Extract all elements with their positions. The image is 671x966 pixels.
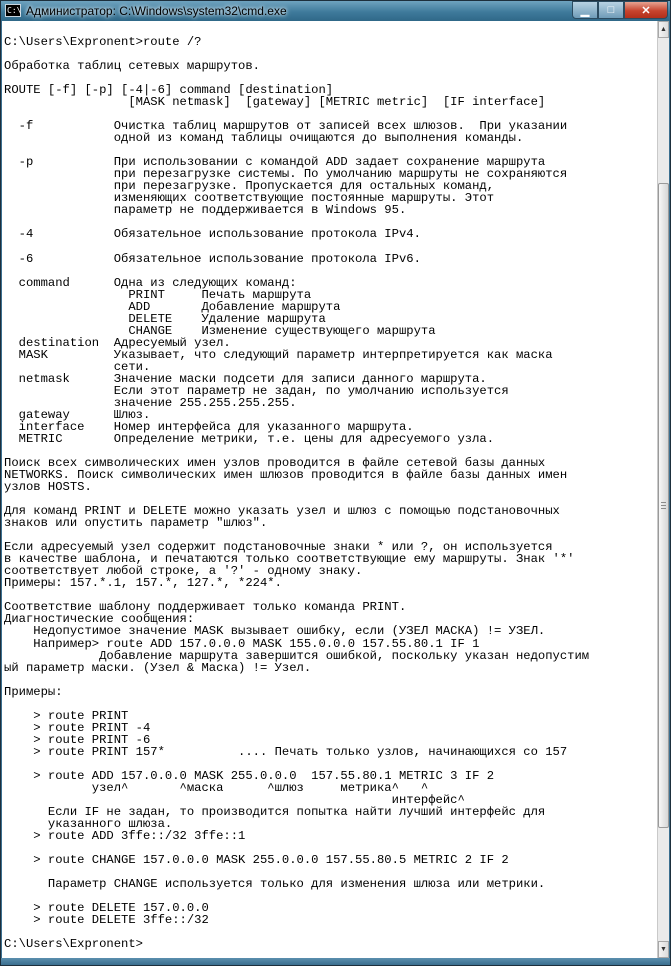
console-line: destination Адресуемый узел. (4, 335, 231, 350)
console-line: ADD Добавление маршрута (4, 299, 341, 314)
scroll-down-arrow-icon[interactable]: ▼ (658, 941, 669, 958)
console-line: netmask Значение маски подсети для записи данного маршрута. (4, 371, 487, 386)
console-line: интерфейс^ (4, 792, 465, 807)
console-line: > route DELETE 3ffe::/32 (4, 913, 209, 928)
console-line: Примеры: (4, 684, 63, 699)
console-line: CHANGE Изменение существующего маршрута (4, 323, 436, 338)
console-line: > route PRINT (4, 708, 129, 723)
console-line: параметр не поддерживается в Windows 95. (4, 203, 407, 218)
console-line: > route DELETE 157.0.0.0 (4, 901, 209, 916)
console-line: -p При использовании с командой ADD задает сохранение маршрута (4, 155, 546, 170)
console-line: одной из команд таблицы очищаются до выполнения команды. (4, 131, 524, 146)
console-line: Если адресуемый узел содержит подстановочные знаки * или ?, он используется (4, 540, 553, 555)
window-controls (572, 1, 668, 19)
console-line: -f Очистка таблиц маршрутов от записей всех шлюзов. При указании (4, 119, 568, 134)
console-line: Например> route ADD 157.0.0.0 MASK 155.0.0.0 157.55.80.1 IF 1 (4, 636, 480, 651)
minimize-button[interactable]: ▁ (572, 1, 598, 19)
close-button[interactable]: ✕ (624, 1, 668, 19)
console-line: указанного шлюза. (4, 816, 173, 831)
console-line: gateway Шлюз. (4, 407, 151, 422)
scroll-thumb[interactable] (658, 183, 669, 828)
console-line: command Одна из следующих команд: (4, 275, 297, 290)
console-line: NETWORKS. Поиск символических имен шлюзов проводится в файле базы данных имен (4, 468, 568, 483)
console-line: Поиск всех символических имен узлов проводится в файле сетевой базы данных (4, 456, 546, 471)
console-line: Если IF не задан, то производится попытка найти лучший интерфейс для (4, 804, 546, 819)
console-line: -4 Обязательное использование протокола IPv4. (4, 227, 421, 242)
console-line: > route PRINT 157* .... Печать только узлов, начинающихся со 157 (4, 744, 568, 759)
console-line: > route CHANGE 157.0.0.0 MASK 255.0.0.0 157.55.80.5 METRIC 2 IF 2 (4, 853, 509, 868)
console-line: Недопустимое значение MASK вызывает ошибку, если (УЗЕЛ МАСКА) != УЗЕЛ. (4, 624, 546, 639)
console-line: > route ADD 157.0.0.0 MASK 255.0.0.0 157.55.80.1 METRIC 3 IF 2 (4, 768, 495, 783)
console-line: > route PRINT -4 (4, 720, 151, 735)
console-line: соответствует любой строке, а '?' - одному знаку. (4, 564, 363, 579)
console-line: Параметр CHANGE используется только для изменения шлюза или метрики. (4, 877, 546, 892)
console-output[interactable] (2, 21, 657, 958)
console-line: interface Номер интерфейса для указанного маршрута. (4, 419, 414, 434)
scroll-up-arrow-icon[interactable]: ▲ (658, 21, 669, 38)
console-line: > route ADD 3ffe::/32 3ffe::1 (4, 828, 246, 843)
console-line: узлов HOSTS. (4, 480, 92, 495)
console-line: C:\Users\Expronent> (4, 937, 143, 952)
console-line: [MASK netmask] [gateway] [METRIC metric] [IF interface] (4, 95, 546, 110)
console-line: изменяющих соответствующие постоянные маршруты. Этот (4, 191, 495, 206)
console-line: Соответствие шаблону поддерживает только команда PRINT. (4, 600, 407, 615)
console-line: узел^ ^маска ^шлюз метрика^ ^ (4, 780, 429, 795)
console-line: Примеры: 157.*.1, 157.*, 127.*, *224*. (4, 576, 282, 591)
console-line: PRINT Печать маршрута (4, 287, 312, 302)
title-bar[interactable] (1, 1, 670, 21)
console-line: сети. (4, 359, 151, 374)
console-line: при перезагрузке. Пропускается для остальных команд, (4, 179, 495, 194)
window-title: Администратор: C:\Windows\system32\cmd.exe (26, 4, 287, 18)
console-line: Добавление маршрута завершится ошибкой, поскольку указан недопустим (4, 648, 590, 663)
console-line: Для команд PRINT и DELETE можно указать узел и шлюз с помощью подстановочных (4, 504, 560, 519)
console-line: MASK Указывает, что следующий параметр интерпретируется как маска (4, 347, 553, 362)
console-line: > route PRINT -6 (4, 732, 151, 747)
console-line: ROUTE [-f] [-p] [-4|-6] command [destination] (4, 83, 334, 98)
console-line: в качестве шаблона, и печатаются только соответствующие ему маршруты. Знак '*' (4, 552, 575, 567)
cmd-icon[interactable]: C:\ (7, 6, 22, 15)
console-line: -6 Обязательное использование протокола IPv6. (4, 251, 421, 266)
maximize-button[interactable]: □ (598, 1, 624, 19)
console-line: Диагностические сообщения: (4, 612, 195, 627)
console-line: Если этот параметр не задан, по умолчанию используется (4, 383, 509, 398)
window-bottom-border (1, 958, 670, 965)
console-line: Обработка таблиц сетевых маршрутов. (4, 59, 260, 74)
console-line: METRIC Определение метрики, т.е. цены для адресуемого узла. (4, 431, 495, 446)
console-line: значение 255.255.255.255. (4, 395, 297, 410)
console-line: знаков или опустить параметр "шлюз". (4, 516, 268, 531)
console-line: DELETE Удаление маршрута (4, 311, 326, 326)
console-line: ый параметр маски. (Узел & Маска) != Узел. (4, 660, 312, 675)
console-line: при перезагрузке системы. По умолчанию маршруты не сохраняются (4, 167, 568, 182)
vertical-scrollbar[interactable] (657, 21, 669, 958)
console-line: C:\Users\Expronent>route /? (4, 35, 202, 49)
